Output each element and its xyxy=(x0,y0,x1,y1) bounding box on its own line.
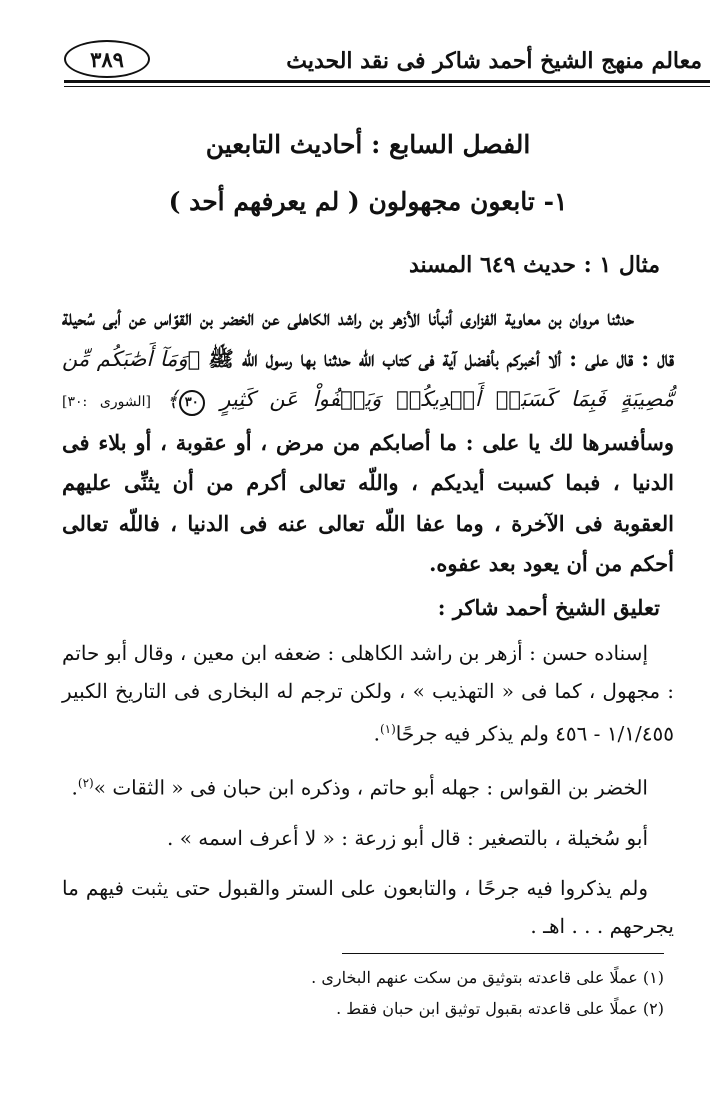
example-label: مثال ١ : حديث ٦٤٩ المسند xyxy=(408,252,660,278)
running-title: معالم منهج الشيخ أحمد شاكر فى نقد الحديث xyxy=(286,48,702,74)
comment-paragraph-1 xyxy=(62,634,674,753)
quran-close-bracket: ﴾ xyxy=(166,387,179,411)
comment-text-2-end: . xyxy=(71,775,78,800)
chapter-title: الفصل السابع : أحاديث التابعين xyxy=(205,130,531,159)
comment-paragraph-2 xyxy=(62,764,674,807)
quran-verse: ﴿وَمَآ أَصَٰبَكُم مِّن مُّصِيبَةٍ فَبِمَا كَسَبَتۡ أَيۡدِيكُمۡ وَيَعۡفُواْ عَن كَثِيرٍ xyxy=(62,346,675,411)
footnote-marker-2: (٢) xyxy=(77,776,94,791)
page-body xyxy=(62,118,674,957)
verse-number-marker: ٣٠ xyxy=(179,390,205,416)
comment-text-1-end: . xyxy=(373,721,380,746)
page-number: ٣٨٩ xyxy=(64,40,150,78)
footnote-separator xyxy=(342,953,664,954)
footnote-marker-1: (١) xyxy=(379,721,396,736)
comment-text-1: إسناده حسن : أزهر بن راشد الكاهلى : ضعفه ابن معين ، وقال أبو حاتم : مجهول ، كما فى « التهذيب » ، ولكن ترجم له البخارى فى التاريخ الكبير ١/١/٤٥٥ - ٤٥٦ ولم يذكر فيه جرحًا xyxy=(62,640,674,746)
hadith-explanation: وسأفسرها لك يا على : ما أصابكم من مرض ، أو عقوبة ، أو بلاء فى الدنيا ، فبما كسبت أيديكم ، واللّه تعالى أكرم من أن يثنِّى عليهم العقوبة فى الآخرة ، وما عفا اللّه تعالى عنه فى الدنيا ، فاللّه تعالى أحكم من أن يعود بعد عفوه. xyxy=(62,429,674,576)
comment-text-2: الخضر بن القواس : جهله أبو حاتم ، وذكره ابن حبان فى « الثقات » xyxy=(93,775,648,800)
comment-heading: تعليق الشيخ أحمد شاكر : xyxy=(437,594,660,620)
footnote-2: (٢) عملًا على قاعدته بقبول توثيق ابن حبان فقط . xyxy=(336,999,664,1018)
footnotes xyxy=(62,962,664,1024)
section-title: ١- تابعون مجهولون ( لم يعرفهم أحد ) xyxy=(168,187,568,216)
running-header xyxy=(64,38,710,82)
header-rule xyxy=(64,80,710,83)
hadith-text xyxy=(62,298,674,585)
footnote-1: (١) عملًا على قاعدته بتوثيق من سكت عنهم البخارى . xyxy=(311,968,664,987)
header-rule-thin xyxy=(64,86,710,87)
comment-paragraph-4: ولم يذكروا فيه جرحًا ، والتابعون على الستر والقبول حتى يثبت فيهم ما يجرحهم . . . اهـ . xyxy=(62,875,674,938)
verse-reference: [الشورى :٣٠] xyxy=(62,394,151,410)
hadith-isnad: حدثنا مروان بن معاوية الفزارى أنبأنا الأزهر بن راشد الكاهلى عن الخضر بن القوّاس عن أبى سُحيلة قال : قال على : ألا أخبركم بأفضل آية فى كتاب اللّه حدثنا بها رسول اللّه ﷺ xyxy=(62,305,674,371)
comment-paragraph-3: أبو سُخيلة ، بالتصغير : قال أبو زرعة : « لا أعرف اسمه » . xyxy=(167,825,648,850)
